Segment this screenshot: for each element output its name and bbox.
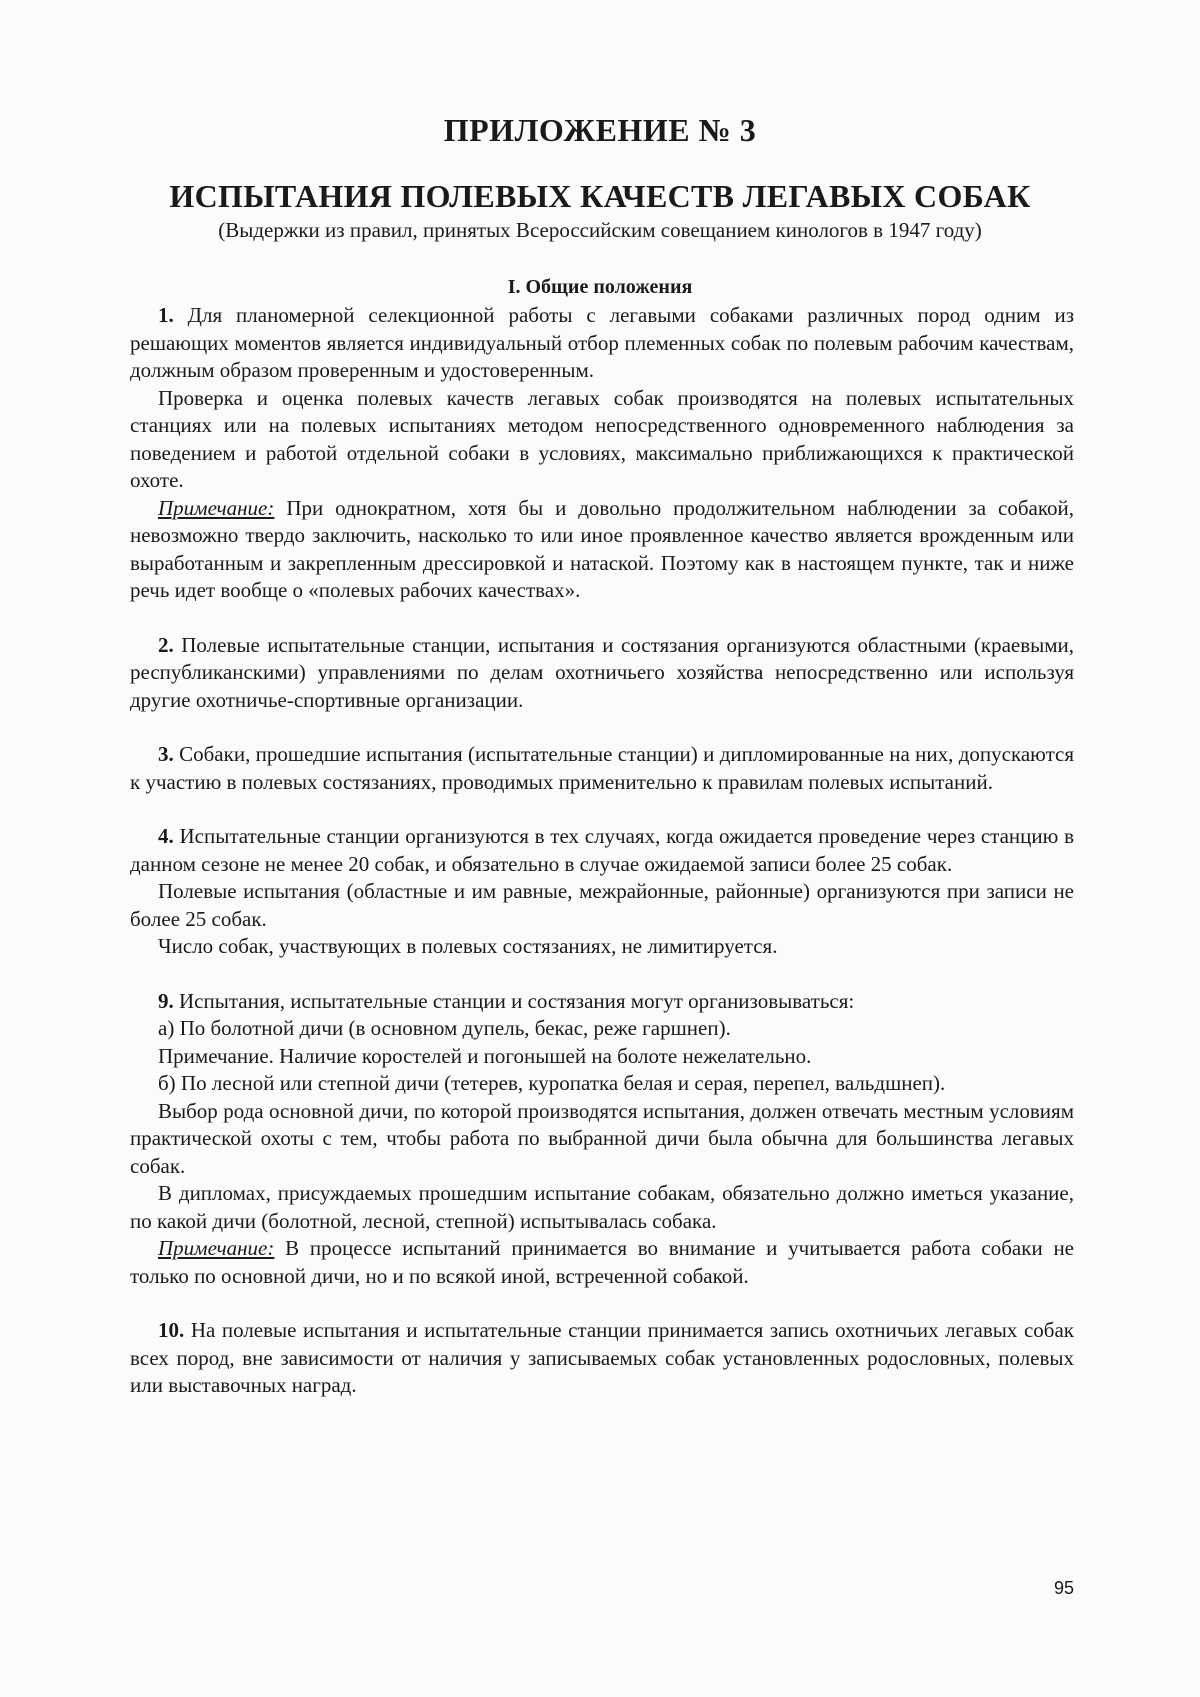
section-heading: I. Общие положения <box>507 276 693 298</box>
paragraph-1 <box>130 302 1074 385</box>
paragraph <box>130 878 1074 933</box>
paragraph-text: Полевые испытания (областные и им равные, межрайонные, районные) организуются при записи не более 25 собак. <box>130 879 1074 931</box>
note-label: Примечание: <box>158 1236 275 1260</box>
paragraph-text: Испытательные станции организуются в тех случаях, когда ожидается проведение через станцию в данном сезоне не менее 20 собак, и обязательно в случае ожидаемой записи более 25 собак. <box>130 824 1074 876</box>
appendix-title: ПРИЛОЖЕНИЕ № 3 <box>443 112 757 148</box>
paragraph-text: б) По лесной или степной дичи (тетерев, куропатка белая и серая, перепел, вальдшнеп). <box>158 1071 946 1095</box>
paragraph-3 <box>130 741 1074 796</box>
paragraph-text: Выбор рода основной дичи, по которой производятся испытания, должен отвечать местным условиям практической охоты с тем, чтобы работа по выбранной дичи была обычна для большинства легавых собак. <box>130 1098 1074 1178</box>
note-paragraph <box>130 1235 1074 1290</box>
paragraph-text: а) По болотной дичи (в основном дупель, бекас, реже гаршнеп). <box>158 1016 731 1040</box>
page-number: 95 <box>1053 1578 1074 1598</box>
paragraph-2 <box>130 632 1074 715</box>
paragraph-text: Примечание. Наличие коростелей и погонышей на болоте нежелательно. <box>158 1043 812 1068</box>
paragraph <box>130 1098 1074 1181</box>
document-subtitle: (Выдержки из правил, принятых Всероссийским совещанием кинологов в 1947 году) <box>218 218 982 242</box>
paragraph-4 <box>130 823 1074 878</box>
paragraph <box>130 385 1074 495</box>
paragraph-number: 10. <box>158 1318 185 1342</box>
note-paragraph <box>130 495 1074 605</box>
paragraph-number: 3. <box>158 742 174 766</box>
paragraph-text: Число собак, участвующих в полевых состязаниях, не лимитируется. <box>158 934 778 958</box>
paragraph-number: 9. <box>158 988 174 1013</box>
paragraph-text: Проверка и оценка полевых качеств легавых собак производятся на полевых испытательных станциях или на полевых испытаниях методом непосредственного одновременного наблюдения за поведением и работой отдельной собаки в условиях, максимально приближающихся к практической охоте. <box>130 385 1074 492</box>
paragraph-text: Для планомерной селекционной работы с легавыми собаками различных пород одним из решающих моментов является индивидуальный отбор племенных собак по полевым рабочим качествам, должным образом проверенным и удостоверенным. <box>130 303 1075 382</box>
paragraph-text: В дипломах, присуждаемых прошедшим испытание собакам, обязательно должно иметься указание, по какой дичи (болотной, лесной, степной) испытывалась собака. <box>130 1181 1074 1233</box>
paragraph-number: 2. <box>158 632 174 657</box>
paragraph-9 <box>130 988 1074 1016</box>
note-label: Примечание: <box>158 495 275 520</box>
paragraph <box>130 1043 1074 1071</box>
document-title: ИСПЫТАНИЯ ПОЛЕВЫХ КАЧЕСТВ ЛЕГАВЫХ СОБАК <box>169 178 1031 214</box>
paragraph-text: При однократном, хотя бы и довольно продолжительном наблюдении за собакой, невозможно твердо заключить, насколько то или иное проявленное качество является врожденным или выработанным и закрепленным дрессировкой и натаской. Поэтому как в настоящем пункте, так и ниже речь идет вообще о «полевых рабочих качествах». <box>130 495 1074 602</box>
paragraph-text: Испытания, испытательные станции и состязания могут организовываться: <box>179 988 855 1013</box>
paragraph-10 <box>130 1317 1074 1400</box>
paragraph-number: 1. <box>158 303 174 327</box>
paragraph-text: Полевые испытательные станции, испытания и состязания организуются областными (краевыми, республиканскими) управлениями по делам охотничьего хозяйства непосредственно или используя другие охотничье-спортивные организации. <box>130 632 1075 712</box>
list-item <box>130 1015 1074 1043</box>
paragraph-number: 4. <box>158 824 174 848</box>
list-item <box>130 1070 1074 1098</box>
paragraph-text: Собаки, прошедшие испытания (испытательные станции) и дипломированные на них, допускаются к участию в полевых состязаниях, проводимых применительно к правилам полевых испытаний. <box>130 742 1074 794</box>
paragraph <box>130 1180 1074 1235</box>
paragraph-text: На полевые испытания и испытательные станции принимается запись охотничьих легавых собак всех пород, вне зависимости от наличия у записываемых собак установленных родословных, полевых или выставочных наград. <box>130 1318 1074 1397</box>
paragraph-text: В процессе испытаний принимается во внимание и учитывается работа собаки не только по основной дичи, но и по всякой иной, встреченной собакой. <box>130 1236 1075 1288</box>
paragraph <box>130 933 1074 961</box>
document-body <box>130 302 1074 1400</box>
